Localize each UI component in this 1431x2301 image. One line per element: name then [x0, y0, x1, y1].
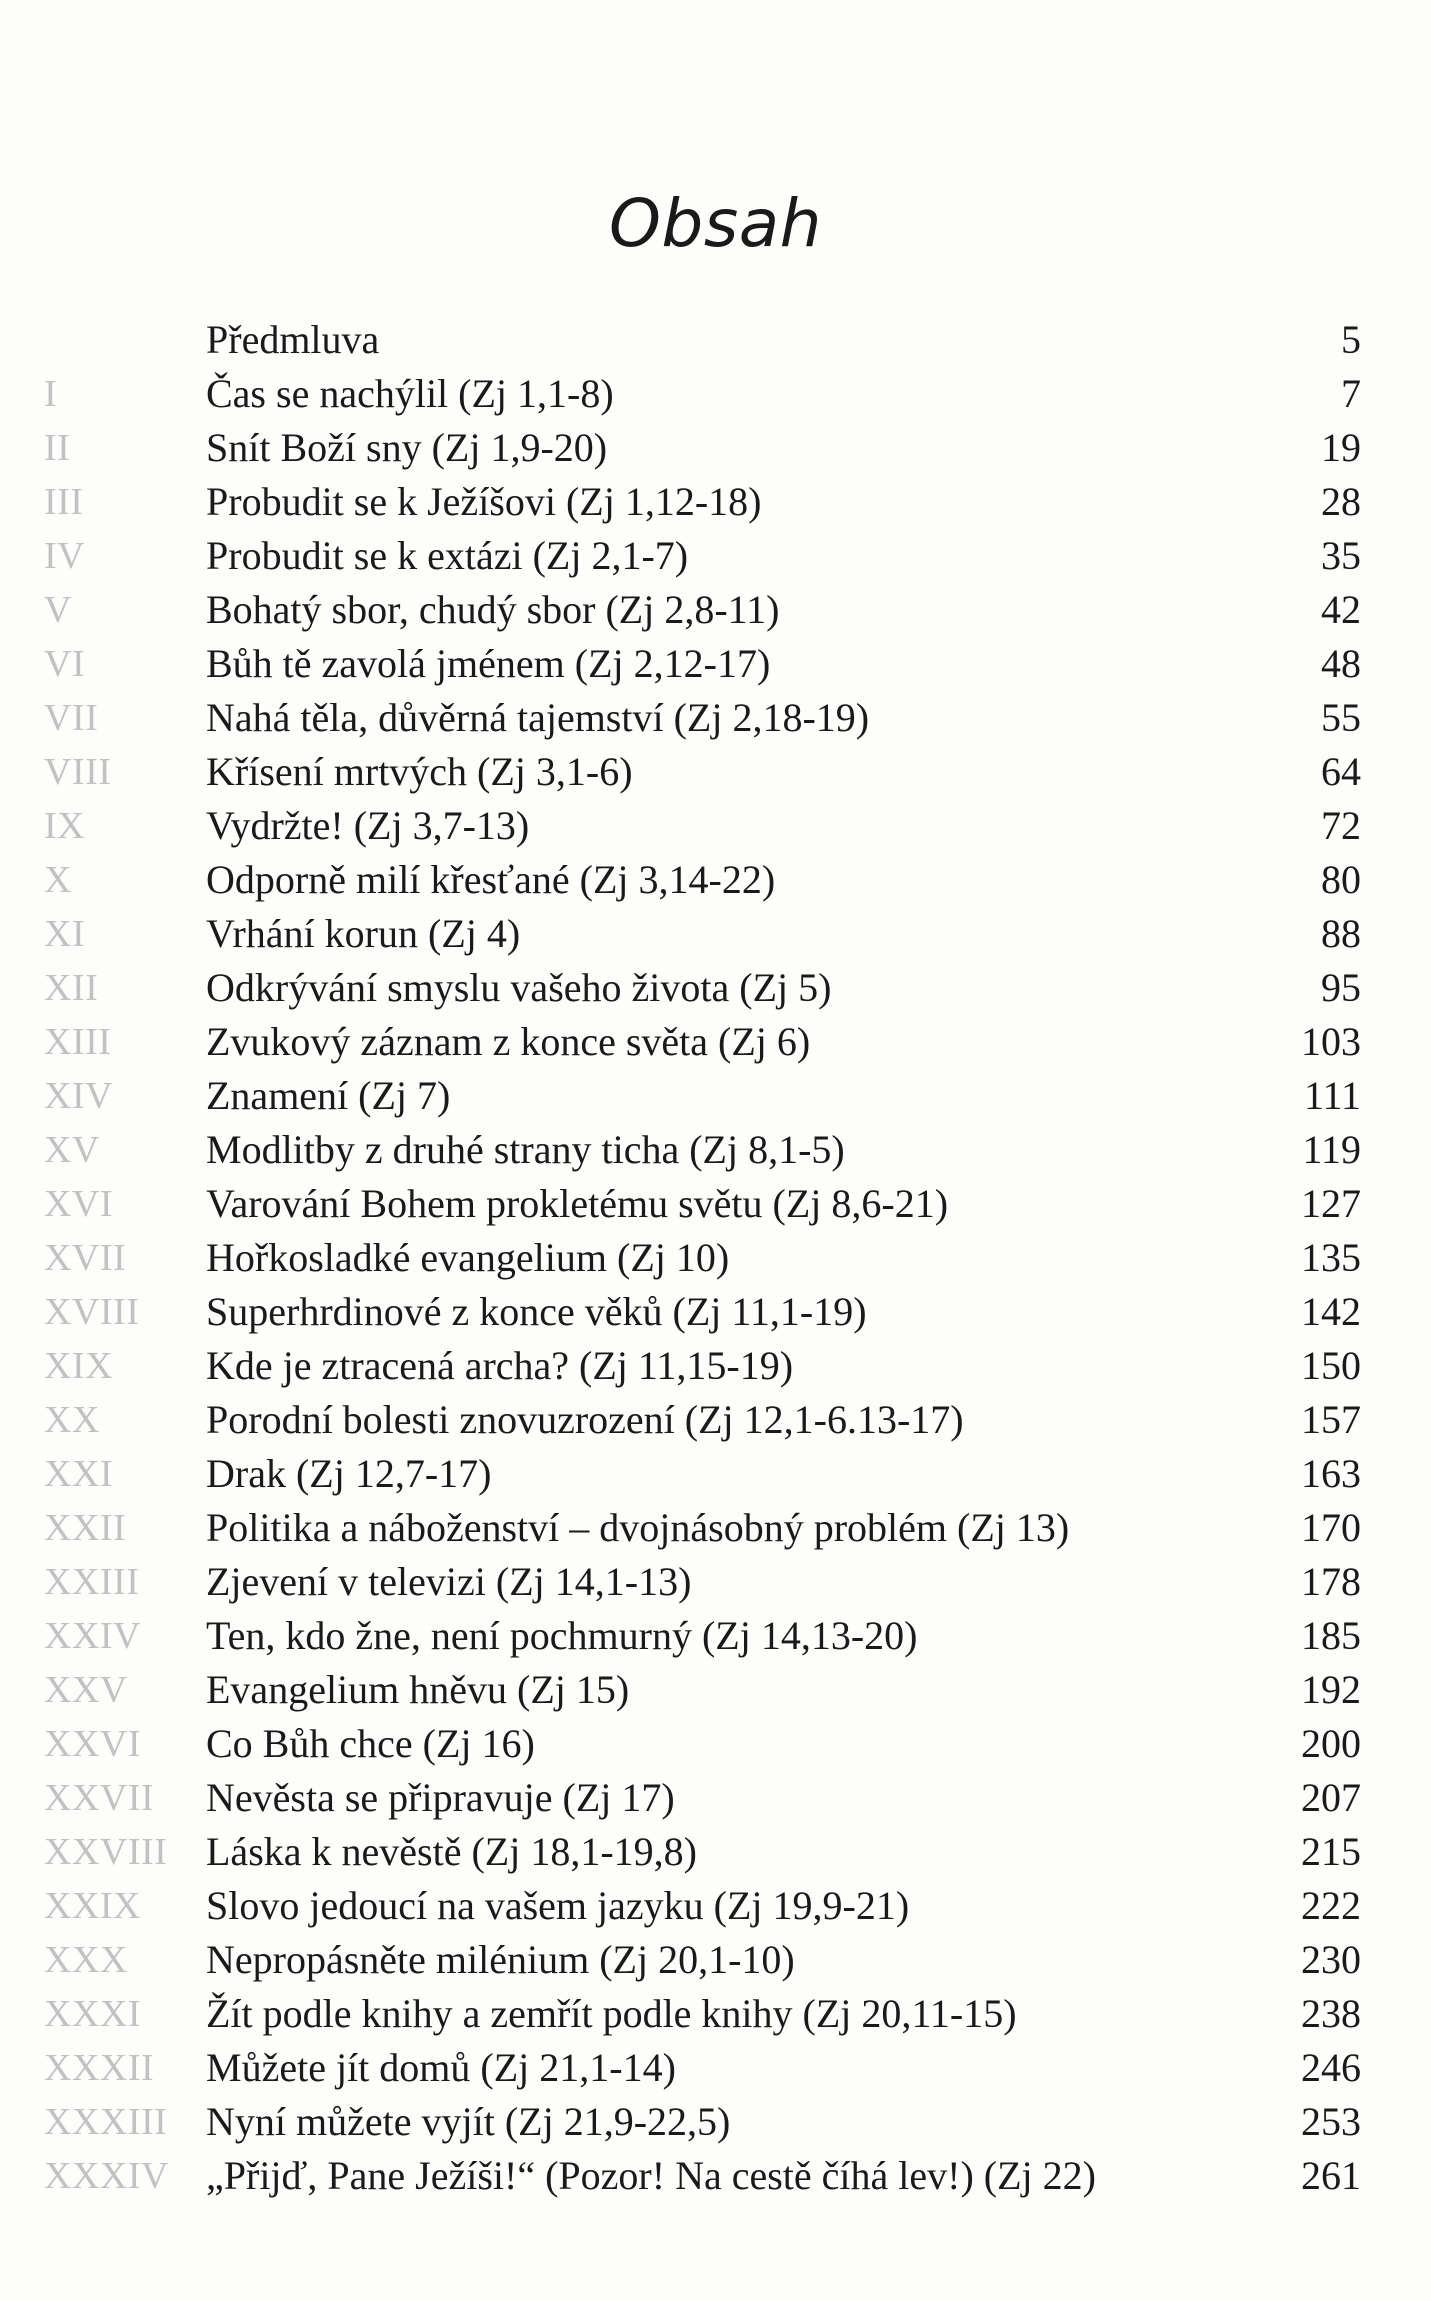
chapter-title: Snít Boží sny (Zj 1,9-20): [206, 425, 608, 470]
chapter-title: Probudit se k Ježíšovi (Zj 1,12-18): [206, 479, 762, 524]
toc-entry: [0, 367, 1431, 421]
page-number: 119: [1302, 1127, 1361, 1172]
toc-entry: [0, 1933, 1431, 1987]
toc-entry: [0, 1069, 1431, 1123]
toc-entry: [0, 961, 1431, 1015]
chapter-title: Nahá těla, důvěrná tajemství (Zj 2,18-19): [206, 695, 870, 740]
chapter-title: Slovo jedoucí na vašem jazyku (Zj 19,9-21): [206, 1883, 910, 1928]
chapter-number: VII: [44, 697, 99, 739]
toc-entry: [0, 1717, 1431, 1771]
page-number: 64: [1321, 749, 1361, 794]
toc-entry: [0, 2095, 1431, 2149]
page-number: 238: [1301, 1991, 1361, 2036]
chapter-number: VIII: [44, 751, 112, 793]
chapter-title: Probudit se k extázi (Zj 2,1-7): [206, 533, 689, 578]
page-number: 7: [1341, 371, 1361, 416]
page-number: 192: [1301, 1667, 1361, 1712]
chapter-title: Kde je ztracená archa? (Zj 11,15-19): [206, 1343, 794, 1388]
toc-entry: [0, 2149, 1431, 2203]
chapter-title: Křísení mrtvých (Zj 3,1-6): [206, 749, 633, 794]
toc-entry: [0, 853, 1431, 907]
chapter-title: Ten, kdo žne, není pochmurný (Zj 14,13-20): [206, 1613, 918, 1658]
toc-entry: [0, 1501, 1431, 1555]
toc-entry: [0, 529, 1431, 583]
chapter-number: XIV: [44, 1075, 114, 1117]
toc-entry: [0, 1339, 1431, 1393]
toc-entry: [0, 1015, 1431, 1069]
chapter-title: Vrhání korun (Zj 4): [206, 911, 521, 956]
chapter-number: XXIII: [44, 1561, 140, 1603]
chapter-title: Čas se nachýlil (Zj 1,1-8): [206, 371, 614, 416]
toc-entry: [0, 745, 1431, 799]
chapter-title: Láska k nevěstě (Zj 18,1-19,8): [206, 1829, 697, 1874]
page-number: 246: [1301, 2045, 1361, 2090]
chapter-title: Bohatý sbor, chudý sbor (Zj 2,8-11): [206, 587, 780, 632]
chapter-title: Předmluva: [206, 317, 380, 362]
chapter-title: Drak (Zj 12,7-17): [206, 1451, 492, 1496]
toc-entry: [0, 2041, 1431, 2095]
chapter-title: Superhrdinové z konce věků (Zj 11,1-19): [206, 1289, 867, 1334]
page-number: 48: [1321, 641, 1361, 686]
toc-entry: [0, 583, 1431, 637]
page-number: 127: [1301, 1181, 1361, 1226]
chapter-number: XXX: [44, 1939, 128, 1981]
page-number: 35: [1321, 533, 1361, 578]
chapter-title: Bůh tě zavolá jménem (Zj 2,12-17): [206, 641, 771, 686]
chapter-title: „Přijď, Pane Ježíši!“ (Pozor! Na cestě číhá lev!) (Zj 22): [206, 2153, 1096, 2198]
chapter-title: Modlitby z druhé strany ticha (Zj 8,1-5): [206, 1127, 845, 1172]
chapter-title: Odporně milí křesťané (Zj 3,14-22): [206, 857, 776, 902]
toc-entry: [0, 475, 1431, 529]
chapter-number: XXIX: [44, 1885, 141, 1927]
toc-entry: [0, 1285, 1431, 1339]
page-number: 200: [1301, 1721, 1361, 1766]
chapter-number: XXII: [44, 1507, 127, 1549]
page-number: 88: [1321, 911, 1361, 956]
chapter-number: XXI: [44, 1453, 114, 1495]
chapter-number: I: [44, 373, 58, 415]
chapter-title: Vydržte! (Zj 3,7-13): [206, 803, 530, 848]
page-number: 215: [1301, 1829, 1361, 1874]
chapter-number: XXXIV: [44, 2155, 169, 2197]
page-title: Obsah: [608, 185, 822, 262]
chapter-number: XVI: [44, 1183, 114, 1225]
toc-entry: [0, 1555, 1431, 1609]
chapter-title: Nepropásněte milénium (Zj 20,1-10): [206, 1937, 795, 1982]
toc-entry: [0, 1771, 1431, 1825]
page-number: 222: [1301, 1883, 1361, 1928]
chapter-number: IX: [44, 805, 86, 847]
page-number: 72: [1321, 803, 1361, 848]
toc-entry: [0, 1825, 1431, 1879]
page-number: 28: [1321, 479, 1361, 524]
chapter-title: Hořkosladké evangelium (Zj 10): [206, 1235, 730, 1280]
chapter-title: Nyní můžete vyjít (Zj 21,9-22,5): [206, 2099, 731, 2144]
toc-entry: [0, 1879, 1431, 1933]
chapter-title: Porodní bolesti znovuzrození (Zj 12,1-6.13-17): [206, 1397, 964, 1442]
toc-entry: [0, 1177, 1431, 1231]
page-number: 95: [1321, 965, 1361, 1010]
chapter-title: Zvukový záznam z konce světa (Zj 6): [206, 1019, 811, 1064]
chapter-title: Žít podle knihy a zemřít podle knihy (Zj 20,11-15): [206, 1991, 1017, 2036]
chapter-title: Nevěsta se připravuje (Zj 17): [206, 1775, 675, 1820]
toc-entry: [0, 1987, 1431, 2041]
page-number: 185: [1301, 1613, 1361, 1658]
chapter-number: XVII: [44, 1237, 127, 1279]
page-number: 55: [1321, 695, 1361, 740]
page-number: 5: [1341, 317, 1361, 362]
chapter-title: Odkrývání smyslu vašeho života (Zj 5): [206, 965, 832, 1010]
toc-entry: [0, 637, 1431, 691]
toc-entry: [0, 1609, 1431, 1663]
chapter-title: Co Bůh chce (Zj 16): [206, 1721, 535, 1766]
chapter-title: Znamení (Zj 7): [206, 1073, 451, 1118]
toc-entry: [0, 1123, 1431, 1177]
chapter-number: XXXI: [44, 1993, 141, 2035]
chapter-number: XX: [44, 1399, 100, 1441]
chapter-number: IV: [44, 535, 86, 577]
page-number: 157: [1301, 1397, 1361, 1442]
toc-entry: [0, 313, 1431, 367]
table-of-contents: [0, 313, 1431, 2203]
chapter-number: XIX: [44, 1345, 114, 1387]
page-number: 42: [1321, 587, 1361, 632]
page-number: 19: [1321, 425, 1361, 470]
chapter-number: XII: [44, 967, 99, 1009]
chapter-number: XXIV: [44, 1615, 141, 1657]
page-number: 230: [1301, 1937, 1361, 1982]
page-number: 150: [1301, 1343, 1361, 1388]
chapter-title: Varování Bohem prokletému světu (Zj 8,6-21): [206, 1181, 949, 1226]
toc-entry: [0, 1231, 1431, 1285]
chapter-number: XXVIII: [44, 1831, 168, 1873]
page-number: 103: [1301, 1019, 1361, 1064]
chapter-title: Politika a náboženství – dvojnásobný problém (Zj 13): [206, 1505, 1070, 1550]
chapter-title: Můžete jít domů (Zj 21,1-14): [206, 2045, 676, 2090]
chapter-number: XIII: [44, 1021, 112, 1063]
chapter-number: V: [44, 589, 72, 631]
page-number: 170: [1301, 1505, 1361, 1550]
page-number: 178: [1301, 1559, 1361, 1604]
page-number: 80: [1321, 857, 1361, 902]
chapter-number: XV: [44, 1129, 100, 1171]
page-number: 253: [1301, 2099, 1361, 2144]
chapter-number: XXXIII: [44, 2101, 168, 2143]
page-number: 135: [1301, 1235, 1361, 1280]
toc-entry: [0, 1393, 1431, 1447]
chapter-number: XXV: [44, 1669, 128, 1711]
chapter-number: XXVI: [44, 1723, 141, 1765]
toc-entry: [0, 1447, 1431, 1501]
toc-entry: [0, 691, 1431, 745]
chapter-number: II: [44, 427, 71, 469]
page-number: 261: [1301, 2153, 1361, 2198]
toc-entry: [0, 421, 1431, 475]
chapter-number: VI: [44, 643, 86, 685]
toc-entry: [0, 799, 1431, 853]
chapter-number: X: [44, 859, 72, 901]
chapter-title: Zjevení v televizi (Zj 14,1-13): [206, 1559, 692, 1604]
chapter-title: Evangelium hněvu (Zj 15): [206, 1667, 630, 1712]
page-number: 142: [1301, 1289, 1361, 1334]
toc-entry: [0, 1663, 1431, 1717]
chapter-number: III: [44, 481, 84, 523]
page-number: 111: [1303, 1073, 1361, 1118]
page-number: 163: [1301, 1451, 1361, 1496]
chapter-number: XVIII: [44, 1291, 140, 1333]
toc-entry: [0, 907, 1431, 961]
chapter-number: XXXII: [44, 2047, 155, 2089]
chapter-number: XXVII: [44, 1777, 155, 1819]
page-number: 207: [1301, 1775, 1361, 1820]
chapter-number: XI: [44, 913, 86, 955]
